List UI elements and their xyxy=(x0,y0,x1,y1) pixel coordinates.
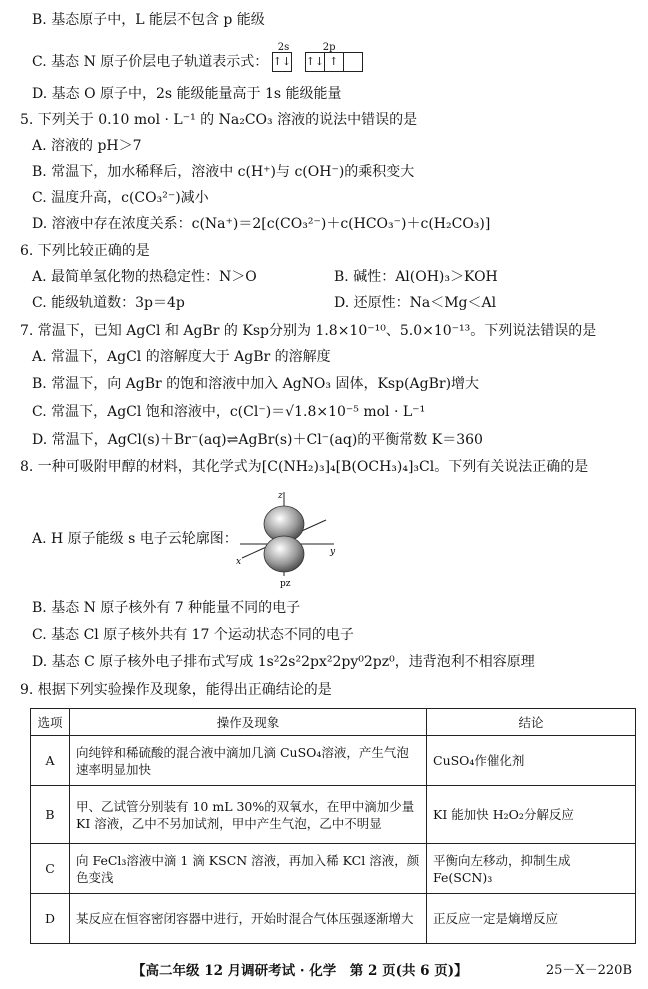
row-b-option: B xyxy=(31,786,70,844)
table-header-row xyxy=(31,709,636,736)
q5-option-a: A. 溶液的 pH＞7 xyxy=(32,138,142,154)
q6-option-b: B. 碱性：Al(OH)₃＞KOH xyxy=(334,269,498,285)
q5-option-c: C. 温度升高，c(CO₃²⁻)减小 xyxy=(32,190,209,206)
q5-option-d: D. 溶液中存在浓度关系：c(Na⁺)＝2[c(CO₃²⁻)＋c(HCO₃⁻)＋c(H₂CO₃)] xyxy=(32,216,491,232)
header-option: 选项 xyxy=(31,709,70,736)
q7-option-c: C. 常温下，AgCl 饱和溶液中，c(Cl⁻)＝√1.8×10⁻⁵ mol · L⁻¹ xyxy=(32,404,426,420)
q8-stem: 8. 一种可吸附甲醇的材料，其化学式为[C(NH₂)₃]₄[B(OCH₃)₄]₃Cl。下列有关说法正确的是 xyxy=(20,459,589,475)
q4-option-b: B. 基态原子中，L 能层不包含 p 能级 xyxy=(32,12,265,28)
header-operation: 操作及现象 xyxy=(70,709,427,736)
table-row xyxy=(31,894,636,944)
orbital-box-2p-2: ↑ xyxy=(324,52,344,72)
row-a-conclusion: CuSO₄作催化剂 xyxy=(427,736,636,786)
experiment-table xyxy=(30,708,636,944)
q7-stem: 7. 常温下，已知 AgCl 和 AgBr 的 Ksp分别为 1.8×10⁻¹⁰、5.0×10⁻¹³。下列说法错误的是 xyxy=(20,323,597,339)
row-d-conclusion: 正反应一定是熵增反应 xyxy=(427,894,636,944)
q7-option-a: A. 常温下，AgCl 的溶解度大于 AgBr 的溶解度 xyxy=(32,349,331,365)
row-a-option: A xyxy=(31,736,70,786)
q8-option-d: D. 基态 C 原子核外电子排布式写成 1s²2s²2px²2py⁰2pz⁰，违背泡利不相容原理 xyxy=(32,654,535,670)
q6-stem: 6. 下列比较正确的是 xyxy=(20,243,150,259)
page-footer-code: 25－X－220B xyxy=(545,963,632,978)
q9-stem: 9. 根据下列实验操作及现象，能得出正确结论的是 xyxy=(20,682,332,698)
q4-option-c-text: C. 基态 N 原子价层电子轨道表示式： xyxy=(32,54,269,70)
fig-x-label: x xyxy=(236,557,242,567)
q8-option-a: A. H 原子能级 s 电子云轮廓图： xyxy=(32,531,238,547)
orbital-2s-label: 2s xyxy=(277,42,290,53)
fig-y-label: y xyxy=(330,547,336,557)
row-d-operation: 某反应在恒容密闭容器中进行，开始时混合气体压强逐渐增大 xyxy=(70,894,427,944)
q5-stem: 5. 下列关于 0.10 mol · L⁻¹ 的 Na₂CO₃ 溶液的说法中错误的是 xyxy=(20,112,418,128)
row-c-conclusion: 平衡向左移动，抑制生成 Fe(SCN)₃ xyxy=(427,844,636,894)
row-c-option: C xyxy=(31,844,70,894)
q7-option-d: D. 常温下，AgCl(s)＋Br⁻(aq)⇌AgBr(s)＋Cl⁻(aq)的平衡常数 K＝360 xyxy=(32,432,483,448)
orbital-box-2p-3 xyxy=(343,52,363,72)
table-row xyxy=(31,786,636,844)
q4-option-c xyxy=(32,42,363,72)
q7-option-b: B. 常温下，向 AgBr 的饱和溶液中加入 AgNO₃ 固体，Ksp(AgBr)增大 xyxy=(32,376,480,392)
q8-option-c: C. 基态 Cl 原子核外共有 17 个运动状态不同的电子 xyxy=(32,627,354,643)
fig-z-label: z xyxy=(278,491,283,501)
q6-option-c: C. 能级轨道数：3p＝4p xyxy=(32,295,185,311)
table-row xyxy=(31,844,636,894)
header-conclusion: 结论 xyxy=(427,709,636,736)
p-orbital-figure xyxy=(234,488,338,588)
table-row xyxy=(31,736,636,786)
q4-option-d: D. 基态 O 原子中，2s 能级能量高于 1s 能级能量 xyxy=(32,86,342,102)
row-a-operation: 向纯锌和稀硫酸的混合液中滴加几滴 CuSO₄溶液，产生气泡速率明显加快 xyxy=(70,736,427,786)
q6-option-d: D. 还原性：Na＜Mg＜Al xyxy=(334,295,497,311)
q5-option-b: B. 常温下，加水稀释后，溶液中 c(H⁺)与 c(OH⁻)的乘积变大 xyxy=(32,164,415,180)
page-footer-title: 【高二年级 12 月调研考试 · 化学 第 2 页(共 6 页)】 xyxy=(132,963,468,979)
orbital-2p-label: 2p xyxy=(322,42,336,53)
row-d-option: D xyxy=(31,894,70,944)
orbital-box-2s: ↑↓ xyxy=(272,52,292,72)
q6-option-a: A. 最简单氢化物的热稳定性：N＞O xyxy=(32,269,257,285)
row-b-operation: 甲、乙试管分别装有 10 mL 30%的双氧水，在甲中滴加少量 KI 溶液，乙中不另加试剂，甲中产生气泡，乙中不明显 xyxy=(70,786,427,844)
row-c-operation: 向 FeCl₃溶液中滴 1 滴 KSCN 溶液，再加入稀 KCl 溶液，颜色变浅 xyxy=(70,844,427,894)
q8-option-b: B. 基态 N 原子核外有 7 种能量不同的电子 xyxy=(32,600,301,616)
fig-pz-label: pz xyxy=(280,579,291,588)
orbital-box-2p-1: ↑↓ xyxy=(305,52,325,72)
row-b-conclusion: KI 能加快 H₂O₂分解反应 xyxy=(427,786,636,844)
orbital-diagram xyxy=(272,42,363,72)
orbital-lower-lobe xyxy=(264,536,304,572)
